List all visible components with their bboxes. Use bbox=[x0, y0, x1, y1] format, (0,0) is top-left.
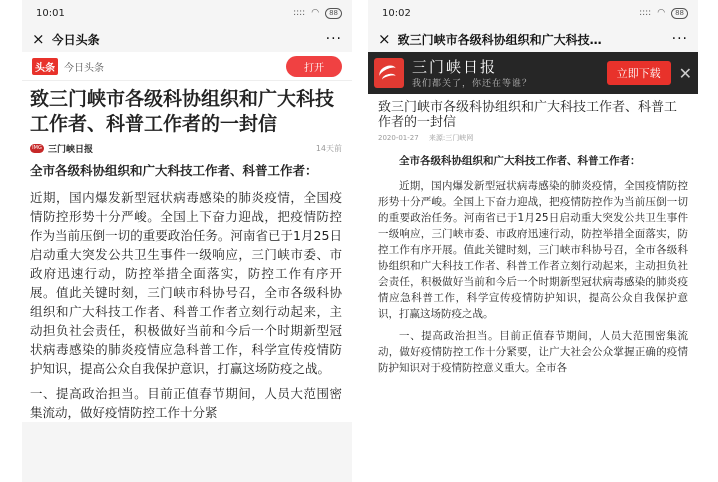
article-salutation: 全市各级科协组织和广大科技工作者、科普工作者： bbox=[399, 155, 641, 167]
left-screenshot bbox=[22, 0, 352, 482]
status-icons bbox=[293, 8, 342, 19]
status-time: 10:01 bbox=[36, 7, 65, 19]
signal-icon: :::: bbox=[639, 8, 652, 18]
status-bar bbox=[368, 0, 698, 26]
banner-text bbox=[412, 58, 607, 89]
article-headline: 致三门峡市各级科协组织和广大科技工作者、科普工作者的一封信 bbox=[378, 100, 678, 130]
app-brand-bar bbox=[22, 52, 352, 81]
battery-icon: 88 bbox=[671, 8, 688, 19]
signal-icon: :::: bbox=[293, 8, 306, 18]
download-banner[interactable] bbox=[368, 52, 698, 94]
article-paragraph: 一、提高政治担当。目前正值春节期间，人员大范围密集流动，做好疫情防控工作十分紧要，让广大社会公众掌握正确的疫情防护知识对于疫情防控意义重大。全市各 bbox=[378, 330, 688, 374]
article-meta bbox=[378, 133, 688, 143]
right-screenshot bbox=[368, 0, 698, 482]
article-headline: 致三门峡市各级科协组织和广大科技工作者、科普工作者的一封信 bbox=[30, 88, 335, 135]
brand-name: 今日头条 bbox=[64, 62, 104, 74]
article-salutation: 全市各级科协组织和广大科技工作者、科普工作者： bbox=[30, 163, 318, 178]
close-icon[interactable]: × bbox=[32, 30, 45, 48]
nav-title: 致三门峡市各级科协组织和广大科技… bbox=[397, 32, 602, 47]
publish-time: 14天前 bbox=[315, 143, 342, 153]
wifi-icon: ◠ bbox=[657, 8, 666, 18]
close-icon[interactable]: × bbox=[378, 30, 391, 48]
nav-bar bbox=[22, 26, 352, 52]
source-name[interactable]: 三门峡日报 bbox=[48, 144, 94, 155]
battery-icon: 88 bbox=[325, 8, 342, 19]
source-row bbox=[30, 137, 342, 159]
wifi-icon: ◠ bbox=[311, 8, 320, 18]
nav-title: 今日头条 bbox=[51, 32, 100, 47]
article-paragraph: 近期，国内爆发新型冠状病毒感染的肺炎疫情，全国疫情防控形势十分严峻。全国上下奋力迎战，把疫情防控作为当前压倒一切的重要政治任务。河南省已于1月25日启动重大突发公共卫生事件一级响应，三门峡市委、市政府迅速行动，防控举措全面落实，防控工作有序开展。值此关键时刻，三门峡市科协号召，全市各级科协组织和广大科技工作者、科普工作者立刻行动起来，主动担负社会责任，积极做好当前和今后一个时期新型冠状病毒感染的肺炎疫情应急科普工作，科学宣传疫情防护知识，提高公众自我保护意识，打赢这场防疫之战。 bbox=[378, 180, 688, 320]
more-icon[interactable]: ··· bbox=[671, 31, 688, 47]
article-source: 来源:三门峡网 bbox=[428, 134, 474, 142]
article-paragraph: 近期，国内爆发新型冠状病毒感染的肺炎疫情，全国疫情防控形势十分严峻。全国上下奋力迎战，把疫情防控作为当前压倒一切的重要政治任务。河南省已于1月25日启动重大突发公共卫生事件一级响应，三门峡市委、市政府迅速行动，防控举措全面落实，防控工作有序开展。值此关键时刻，三门峡市科协号召，全市各级科协组织和广大科技工作者、科普工作者立刻行动起来，主动担负社会责任，积极做好当前和今后一个时期新型冠状病毒感染的肺炎疫情应急科普工作，科学宣传疫情防护知识，提高公众自我保护意识，打赢这场防疫之战。 bbox=[30, 190, 342, 376]
banner-slogan: 我们都关了，你还在等谁？ bbox=[412, 78, 533, 89]
status-icons bbox=[639, 8, 688, 19]
banner-app-name: 三门峡日报 bbox=[412, 57, 498, 76]
article-body bbox=[368, 94, 698, 482]
banner-close-icon[interactable]: ✕ bbox=[678, 63, 692, 83]
article-body bbox=[22, 81, 352, 422]
sanmenxia-daily-logo-icon bbox=[374, 58, 404, 88]
publish-date: 2020-01-27 bbox=[378, 134, 419, 142]
toutiao-logo: 头条 bbox=[32, 58, 58, 75]
download-button[interactable]: 立即下载 bbox=[607, 61, 671, 85]
status-time: 10:02 bbox=[382, 7, 411, 19]
nav-bar bbox=[368, 26, 698, 52]
source-avatar-icon: IMG bbox=[30, 144, 44, 153]
status-bar bbox=[22, 0, 352, 26]
article-paragraph: 一、提高政治担当。目前正值春节期间，人员大范围密集流动，做好疫情防控工作十分紧 bbox=[30, 386, 342, 420]
more-icon[interactable]: ··· bbox=[325, 31, 342, 47]
open-app-button[interactable]: 打开 bbox=[286, 56, 342, 77]
